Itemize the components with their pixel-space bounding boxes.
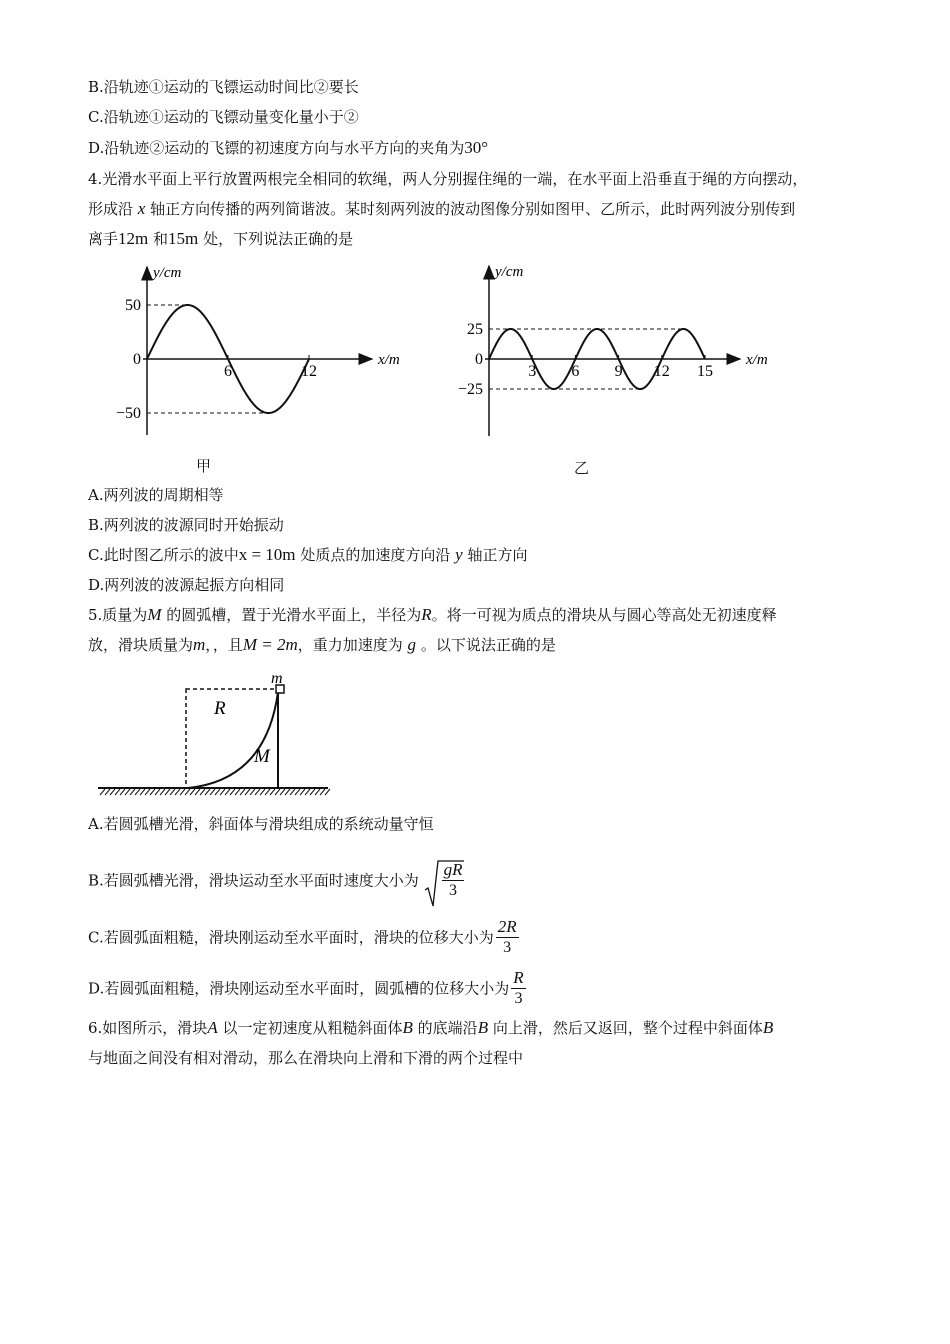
q4-option-a: A.两列波的周期相等 xyxy=(88,486,224,504)
y-tick-label: 0 xyxy=(475,351,483,368)
hatch-mark xyxy=(130,789,135,795)
y-tick-label: 50 xyxy=(125,297,141,314)
q5-stem-line1: 5.质量为M 的圆弧槽，置于光滑水平面上，半径为R。将一可视为质点的滑块从与圆心等高处无初速度释 xyxy=(88,605,777,624)
hatch-mark xyxy=(290,789,295,795)
hatch-mark xyxy=(225,789,230,795)
hatch-mark xyxy=(320,789,325,795)
hatch-mark xyxy=(180,789,185,795)
y-axis-label: y/cm xyxy=(495,264,524,280)
hatch-mark xyxy=(305,789,310,795)
q5-option-d: D.若圆弧面粗糙，滑块刚运动至水平面时，圆弧槽的位移大小为 $\frac{R}{3}$ xyxy=(88,968,524,1007)
hatch-mark xyxy=(105,789,110,795)
hatch-mark xyxy=(125,789,130,795)
q6-stem-line1: 6.如图所示，滑块A 以一定初速度从粗糙斜面体B 的底端沿B 向上滑，然后又返回，整个过程中斜面体B xyxy=(88,1018,774,1037)
hatch-mark xyxy=(220,789,225,795)
q3-option-c: C.沿轨迹①运动的飞镖动量变化量小于② xyxy=(88,108,359,126)
hatch-mark xyxy=(110,789,115,795)
hatch-mark xyxy=(275,789,280,795)
hatch-mark xyxy=(255,789,260,795)
y-tick-label: 25 xyxy=(467,321,483,338)
hatch-mark xyxy=(245,789,250,795)
hatch-mark xyxy=(285,789,290,795)
arc-groove-body xyxy=(188,692,278,788)
hatch-mark xyxy=(240,789,245,795)
label-M: M xyxy=(254,746,270,767)
hatch-mark xyxy=(230,789,235,795)
hatch-mark xyxy=(120,789,125,795)
wave-chart-yi xyxy=(440,262,780,442)
label-m: m xyxy=(271,670,283,687)
q3-option-d: D.沿轨迹②运动的飞镖的初速度方向与水平方向的夹角为30° xyxy=(88,138,489,157)
wave-chart-jia xyxy=(110,265,410,445)
x-axis-label: x/m xyxy=(746,352,768,368)
x-tick-label: 12 xyxy=(301,363,317,380)
q6-stem-line2: 与地面之间没有相对滑动，那么在滑块向上滑和下滑的两个过程中 xyxy=(88,1049,524,1067)
hatch-mark xyxy=(295,789,300,795)
hatch-mark xyxy=(210,789,215,795)
y-tick-label: −25 xyxy=(457,381,483,398)
hatch-mark xyxy=(270,789,275,795)
q3-option-b: B.沿轨迹①运动的飞镖运动时间比②要长 xyxy=(88,78,359,96)
q5-stem-line2: 放，滑块质量为m，，且M = 2m，重力加速度为 g 。以下说法正确的是 xyxy=(88,635,556,654)
hatch-mark xyxy=(170,789,175,795)
hatch-mark xyxy=(155,789,160,795)
hatch-mark xyxy=(200,789,205,795)
hatch-mark xyxy=(190,789,195,795)
hatch-mark xyxy=(265,789,270,795)
hatch-mark xyxy=(150,789,155,795)
x-tick-label: 3 xyxy=(528,363,537,380)
q4-option-d: D.两列波的波源起振方向相同 xyxy=(88,576,285,594)
hatch-mark xyxy=(205,789,210,795)
hatch-mark xyxy=(175,789,180,795)
hatch-mark xyxy=(185,789,190,795)
q4-stem-line3: 离手12m 和15m 处，下列说法正确的是 xyxy=(88,229,354,248)
hatch-mark xyxy=(100,789,105,795)
x-tick-label: 12 xyxy=(653,363,670,380)
x-tick-label: 15 xyxy=(697,363,713,380)
q4-option-b: B.两列波的波源同时开始振动 xyxy=(88,516,284,534)
hatch-mark xyxy=(250,789,255,795)
hatch-mark xyxy=(145,789,150,795)
arc-groove-figure xyxy=(96,670,336,800)
x-tick-label: 6 xyxy=(571,363,580,380)
hatch-mark xyxy=(280,789,285,795)
y-tick-label: −50 xyxy=(115,405,141,422)
caption-yi: 乙 xyxy=(574,459,590,477)
hatch-mark xyxy=(140,789,145,795)
hatch-mark xyxy=(315,789,320,795)
sqrt-expression: $\frac{gR}{3}$ xyxy=(424,860,465,901)
hatch-mark xyxy=(160,789,165,795)
q5-option-b: B.若圆弧槽光滑，滑块运动至水平面时速度大小为 $\frac{gR}{3}$ xyxy=(88,860,464,901)
hatch-mark xyxy=(135,789,140,795)
caption-jia: 甲 xyxy=(196,457,212,475)
x-tick-label: 9 xyxy=(614,363,623,380)
q4-option-c: C.此时图乙所示的波中x = 10m 处质点的加速度方向沿 y 轴正方向 xyxy=(88,545,528,564)
ground-hatching xyxy=(98,788,330,795)
q5-option-c: C.若圆弧面粗糙，滑块刚运动至水平面时，滑块的位移大小为 $\frac{2R}{3}$ xyxy=(88,917,517,956)
hatch-mark xyxy=(310,789,315,795)
hatch-mark xyxy=(325,789,330,795)
q5-option-a: A.若圆弧槽光滑，斜面体与滑块组成的系统动量守恒 xyxy=(88,815,434,833)
hatch-mark xyxy=(165,789,170,795)
y-axis-label: y/cm xyxy=(153,265,182,281)
hatch-mark xyxy=(215,789,220,795)
x-axis-label: x/m xyxy=(378,352,400,368)
hatch-mark xyxy=(260,789,265,795)
hatch-mark xyxy=(300,789,305,795)
hatch-mark xyxy=(115,789,120,795)
hatch-mark xyxy=(235,789,240,795)
x-tick-label: 6 xyxy=(224,363,232,380)
q4-stem-line2: 形成沿 x 轴正方向传播的两列简谐波。某时刻两列波的波动图像分别如图甲、乙所示，此时两列波分别传到 xyxy=(88,199,796,218)
label-R: R xyxy=(214,698,226,719)
hatch-mark xyxy=(195,789,200,795)
q4-stem-line1: 4.光滑水平面上平行放置两根完全相同的软绳，两人分别握住绳的一端，在水平面上沿垂直于绳的方向摆动， xyxy=(88,170,808,188)
y-tick-label: 0 xyxy=(133,351,141,368)
